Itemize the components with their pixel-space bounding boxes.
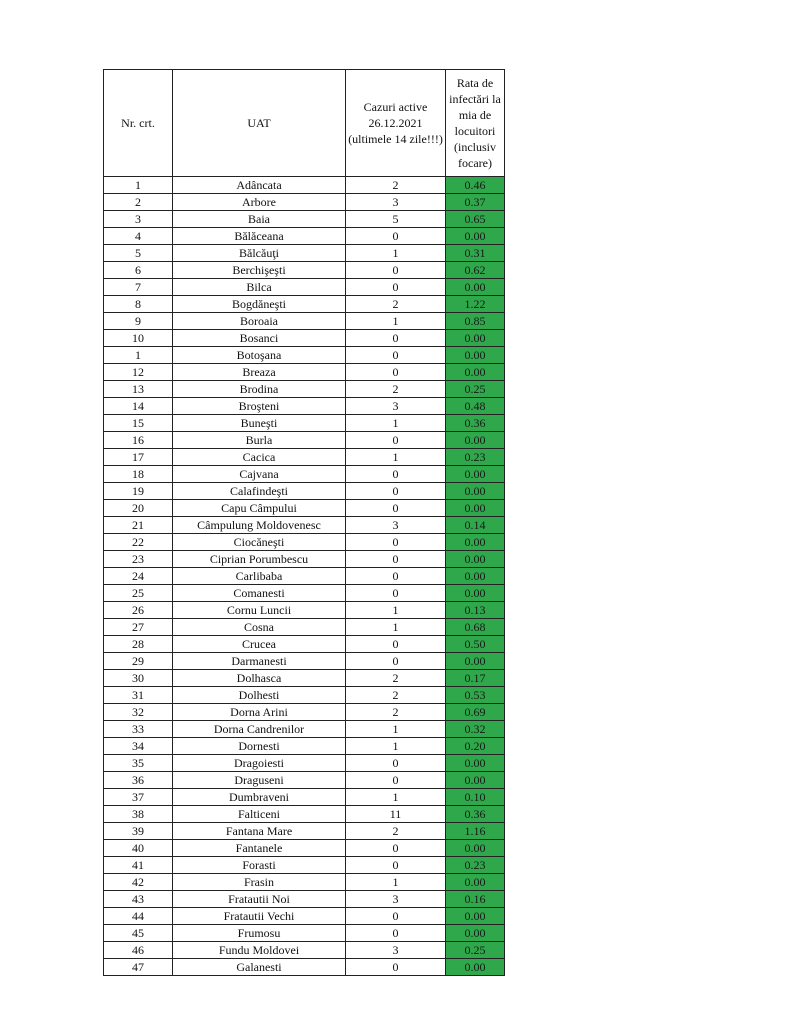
active-cases-cell: 2 — [346, 823, 446, 840]
infection-rate-cell: 0.00 — [446, 840, 505, 857]
infection-rate-cell: 0.00 — [446, 925, 505, 942]
infection-rate-cell: 0.00 — [446, 228, 505, 245]
active-cases-cell: 0 — [346, 551, 446, 568]
uat-name-cell: Burla — [173, 432, 346, 449]
infection-rate-cell: 1.22 — [446, 296, 505, 313]
row-number-cell: 22 — [104, 534, 173, 551]
uat-name-cell: Buneşti — [173, 415, 346, 432]
infection-rate-cell: 0.00 — [446, 772, 505, 789]
uat-name-cell: Cajvana — [173, 466, 346, 483]
infection-rate-cell: 0.69 — [446, 704, 505, 721]
header-uat: UAT — [173, 70, 346, 177]
active-cases-cell: 0 — [346, 755, 446, 772]
table-row — [104, 517, 505, 534]
table-row — [104, 296, 505, 313]
active-cases-cell: 0 — [346, 840, 446, 857]
active-cases-cell: 1 — [346, 245, 446, 262]
active-cases-cell: 5 — [346, 211, 446, 228]
infection-rate-cell: 0.00 — [446, 959, 505, 976]
uat-name-cell: Dorna Arini — [173, 704, 346, 721]
table-row — [104, 364, 505, 381]
table-row — [104, 211, 505, 228]
infection-rate-cell: 0.00 — [446, 585, 505, 602]
table-row — [104, 568, 505, 585]
row-number-cell: 10 — [104, 330, 173, 347]
row-number-cell: 12 — [104, 364, 173, 381]
active-cases-cell: 0 — [346, 653, 446, 670]
table-row — [104, 602, 505, 619]
row-number-cell: 45 — [104, 925, 173, 942]
infection-rate-cell: 0.20 — [446, 738, 505, 755]
uat-name-cell: Bilca — [173, 279, 346, 296]
uat-name-cell: Cacica — [173, 449, 346, 466]
infection-rate-cell: 0.00 — [446, 551, 505, 568]
uat-name-cell: Dolhesti — [173, 687, 346, 704]
row-number-cell: 21 — [104, 517, 173, 534]
table-row — [104, 840, 505, 857]
active-cases-cell: 0 — [346, 585, 446, 602]
row-number-cell: 15 — [104, 415, 173, 432]
table-row — [104, 432, 505, 449]
active-cases-cell: 1 — [346, 874, 446, 891]
infection-rate-cell: 0.00 — [446, 364, 505, 381]
active-cases-cell: 1 — [346, 415, 446, 432]
active-cases-cell: 0 — [346, 432, 446, 449]
row-number-cell: 4 — [104, 228, 173, 245]
infection-rate-cell: 0.36 — [446, 415, 505, 432]
table-row — [104, 177, 505, 194]
active-cases-cell: 1 — [346, 449, 446, 466]
row-number-cell: 33 — [104, 721, 173, 738]
table-row — [104, 347, 505, 364]
table-row — [104, 619, 505, 636]
row-number-cell: 16 — [104, 432, 173, 449]
infection-rate-cell: 0.00 — [446, 279, 505, 296]
row-number-cell: 13 — [104, 381, 173, 398]
infection-rate-cell: 0.00 — [446, 908, 505, 925]
active-cases-cell: 0 — [346, 330, 446, 347]
row-number-cell: 1 — [104, 347, 173, 364]
row-number-cell: 8 — [104, 296, 173, 313]
uat-name-cell: Baia — [173, 211, 346, 228]
uat-name-cell: Boroaia — [173, 313, 346, 330]
active-cases-cell: 0 — [346, 262, 446, 279]
row-number-cell: 44 — [104, 908, 173, 925]
infection-rate-cell: 0.00 — [446, 483, 505, 500]
uat-name-cell: Bogdăneşti — [173, 296, 346, 313]
table-row — [104, 959, 505, 976]
table-row — [104, 330, 505, 347]
infection-rate-cell: 0.46 — [446, 177, 505, 194]
active-cases-cell: 1 — [346, 738, 446, 755]
table-row — [104, 483, 505, 500]
infection-rate-cell: 0.62 — [446, 262, 505, 279]
active-cases-cell: 2 — [346, 687, 446, 704]
row-number-cell: 47 — [104, 959, 173, 976]
table-row — [104, 857, 505, 874]
uat-name-cell: Cosna — [173, 619, 346, 636]
row-number-cell: 23 — [104, 551, 173, 568]
uat-name-cell: Brodina — [173, 381, 346, 398]
uat-name-cell: Câmpulung Moldovenesc — [173, 517, 346, 534]
table-row — [104, 670, 505, 687]
table-row — [104, 262, 505, 279]
table-row — [104, 738, 505, 755]
table-row — [104, 721, 505, 738]
uat-name-cell: Darmanesti — [173, 653, 346, 670]
row-number-cell: 31 — [104, 687, 173, 704]
uat-name-cell: Botoşana — [173, 347, 346, 364]
infection-rate-table — [103, 69, 505, 976]
uat-name-cell: Ciprian Porumbescu — [173, 551, 346, 568]
uat-name-cell: Forasti — [173, 857, 346, 874]
infection-rate-cell: 0.68 — [446, 619, 505, 636]
active-cases-cell: 3 — [346, 942, 446, 959]
table-row — [104, 415, 505, 432]
infection-rate-cell: 0.25 — [446, 942, 505, 959]
table-row — [104, 585, 505, 602]
active-cases-cell: 0 — [346, 857, 446, 874]
uat-name-cell: Dragoiesti — [173, 755, 346, 772]
table-header — [104, 70, 505, 177]
uat-name-cell: Broşteni — [173, 398, 346, 415]
row-number-cell: 19 — [104, 483, 173, 500]
active-cases-cell: 0 — [346, 772, 446, 789]
infection-rate-cell: 0.48 — [446, 398, 505, 415]
uat-name-cell: Adâncata — [173, 177, 346, 194]
row-number-cell: 40 — [104, 840, 173, 857]
row-number-cell: 39 — [104, 823, 173, 840]
infection-rate-cell: 0.00 — [446, 432, 505, 449]
uat-name-cell: Carlibaba — [173, 568, 346, 585]
uat-name-cell: Bălăceana — [173, 228, 346, 245]
infection-rate-cell: 0.25 — [446, 381, 505, 398]
active-cases-cell: 2 — [346, 704, 446, 721]
active-cases-cell: 3 — [346, 517, 446, 534]
active-cases-cell: 0 — [346, 279, 446, 296]
active-cases-cell: 1 — [346, 721, 446, 738]
row-number-cell: 6 — [104, 262, 173, 279]
uat-name-cell: Dolhasca — [173, 670, 346, 687]
infection-rate-cell: 0.00 — [446, 653, 505, 670]
table-row — [104, 823, 505, 840]
active-cases-cell: 3 — [346, 194, 446, 211]
uat-name-cell: Fantanele — [173, 840, 346, 857]
row-number-cell: 42 — [104, 874, 173, 891]
table-row — [104, 313, 505, 330]
infection-rate-cell: 0.00 — [446, 466, 505, 483]
active-cases-cell: 0 — [346, 483, 446, 500]
active-cases-cell: 0 — [346, 534, 446, 551]
uat-name-cell: Falticeni — [173, 806, 346, 823]
active-cases-cell: 1 — [346, 602, 446, 619]
row-number-cell: 27 — [104, 619, 173, 636]
table-row — [104, 245, 505, 262]
active-cases-cell: 0 — [346, 466, 446, 483]
uat-name-cell: Arbore — [173, 194, 346, 211]
infection-rate-cell: 0.00 — [446, 874, 505, 891]
uat-name-cell: Galanesti — [173, 959, 346, 976]
uat-name-cell: Cornu Luncii — [173, 602, 346, 619]
uat-name-cell: Ciocăneşti — [173, 534, 346, 551]
infection-rate-cell: 0.37 — [446, 194, 505, 211]
active-cases-cell: 2 — [346, 670, 446, 687]
uat-name-cell: Capu Câmpului — [173, 500, 346, 517]
infection-rate-cell: 0.65 — [446, 211, 505, 228]
table-row — [104, 806, 505, 823]
table-row — [104, 942, 505, 959]
table-row — [104, 908, 505, 925]
table-row — [104, 687, 505, 704]
infection-rate-cell: 0.36 — [446, 806, 505, 823]
row-number-cell: 41 — [104, 857, 173, 874]
table-row — [104, 466, 505, 483]
infection-rate-cell: 0.00 — [446, 534, 505, 551]
row-number-cell: 20 — [104, 500, 173, 517]
row-number-cell: 1 — [104, 177, 173, 194]
row-number-cell: 5 — [104, 245, 173, 262]
active-cases-cell: 0 — [346, 925, 446, 942]
table-row — [104, 500, 505, 517]
row-number-cell: 35 — [104, 755, 173, 772]
active-cases-cell: 0 — [346, 500, 446, 517]
row-number-cell: 28 — [104, 636, 173, 653]
row-number-cell: 43 — [104, 891, 173, 908]
active-cases-cell: 0 — [346, 364, 446, 381]
active-cases-cell: 1 — [346, 619, 446, 636]
row-number-cell: 34 — [104, 738, 173, 755]
uat-name-cell: Fundu Moldovei — [173, 942, 346, 959]
row-number-cell: 32 — [104, 704, 173, 721]
uat-name-cell: Dornesti — [173, 738, 346, 755]
row-number-cell: 3 — [104, 211, 173, 228]
table-row — [104, 772, 505, 789]
uat-name-cell: Berchişeşti — [173, 262, 346, 279]
table-row — [104, 228, 505, 245]
row-number-cell: 38 — [104, 806, 173, 823]
infection-rate-cell: 0.14 — [446, 517, 505, 534]
infection-rate-cell: 0.00 — [446, 500, 505, 517]
table-row — [104, 925, 505, 942]
infection-rate-cell: 0.00 — [446, 755, 505, 772]
active-cases-cell: 1 — [346, 789, 446, 806]
infection-rate-cell: 0.23 — [446, 449, 505, 466]
infection-rate-cell: 0.13 — [446, 602, 505, 619]
row-number-cell: 46 — [104, 942, 173, 959]
uat-name-cell: Breaza — [173, 364, 346, 381]
row-number-cell: 14 — [104, 398, 173, 415]
infection-rate-cell: 0.32 — [446, 721, 505, 738]
active-cases-cell: 2 — [346, 381, 446, 398]
infection-rate-cell: 0.53 — [446, 687, 505, 704]
row-number-cell: 7 — [104, 279, 173, 296]
infection-rate-cell: 0.00 — [446, 330, 505, 347]
row-number-cell: 17 — [104, 449, 173, 466]
row-number-cell: 30 — [104, 670, 173, 687]
header-infection-rate: Rata de infectări la mia de locuitori (inclusiv focare) — [446, 70, 505, 177]
active-cases-cell: 1 — [346, 313, 446, 330]
infection-rate-cell: 0.00 — [446, 347, 505, 364]
table-row — [104, 551, 505, 568]
table-row — [104, 755, 505, 772]
table-row — [104, 381, 505, 398]
table-row — [104, 449, 505, 466]
active-cases-cell: 0 — [346, 347, 446, 364]
uat-name-cell: Crucea — [173, 636, 346, 653]
row-number-cell: 36 — [104, 772, 173, 789]
uat-name-cell: Frumosu — [173, 925, 346, 942]
active-cases-cell: 11 — [346, 806, 446, 823]
uat-name-cell: Fantana Mare — [173, 823, 346, 840]
active-cases-cell: 0 — [346, 228, 446, 245]
row-number-cell: 26 — [104, 602, 173, 619]
infection-rate-cell: 0.31 — [446, 245, 505, 262]
row-number-cell: 29 — [104, 653, 173, 670]
header-nr: Nr. crt. — [104, 70, 173, 177]
uat-name-cell: Bosanci — [173, 330, 346, 347]
active-cases-cell: 3 — [346, 891, 446, 908]
active-cases-cell: 0 — [346, 959, 446, 976]
uat-name-cell: Calafindeşti — [173, 483, 346, 500]
uat-name-cell: Bălcăuţi — [173, 245, 346, 262]
active-cases-cell: 2 — [346, 177, 446, 194]
table-row — [104, 789, 505, 806]
table-row — [104, 279, 505, 296]
row-number-cell: 9 — [104, 313, 173, 330]
table-body — [104, 177, 505, 976]
uat-name-cell: Draguseni — [173, 772, 346, 789]
header-active-cases: Cazuri active 26.12.2021 (ultimele 14 zile!!!) — [346, 70, 446, 177]
row-number-cell: 25 — [104, 585, 173, 602]
table-row — [104, 534, 505, 551]
header-row — [104, 70, 505, 177]
row-number-cell: 24 — [104, 568, 173, 585]
active-cases-cell: 0 — [346, 636, 446, 653]
uat-name-cell: Comanesti — [173, 585, 346, 602]
infection-rate-cell: 0.85 — [446, 313, 505, 330]
row-number-cell: 37 — [104, 789, 173, 806]
infection-rate-cell: 0.23 — [446, 857, 505, 874]
uat-name-cell: Fratautii Vechi — [173, 908, 346, 925]
table-row — [104, 194, 505, 211]
infection-rate-cell: 0.50 — [446, 636, 505, 653]
uat-name-cell: Fratautii Noi — [173, 891, 346, 908]
document-page — [103, 69, 505, 976]
active-cases-cell: 0 — [346, 568, 446, 585]
active-cases-cell: 3 — [346, 398, 446, 415]
table-row — [104, 653, 505, 670]
infection-rate-cell: 0.17 — [446, 670, 505, 687]
infection-rate-cell: 0.10 — [446, 789, 505, 806]
infection-rate-cell: 1.16 — [446, 823, 505, 840]
uat-name-cell: Frasin — [173, 874, 346, 891]
table-row — [104, 636, 505, 653]
table-row — [104, 874, 505, 891]
active-cases-cell: 2 — [346, 296, 446, 313]
table-row — [104, 891, 505, 908]
row-number-cell: 2 — [104, 194, 173, 211]
active-cases-cell: 0 — [346, 908, 446, 925]
uat-name-cell: Dumbraveni — [173, 789, 346, 806]
table-row — [104, 398, 505, 415]
table-row — [104, 704, 505, 721]
infection-rate-cell: 0.00 — [446, 568, 505, 585]
infection-rate-cell: 0.16 — [446, 891, 505, 908]
uat-name-cell: Dorna Candrenilor — [173, 721, 346, 738]
row-number-cell: 18 — [104, 466, 173, 483]
